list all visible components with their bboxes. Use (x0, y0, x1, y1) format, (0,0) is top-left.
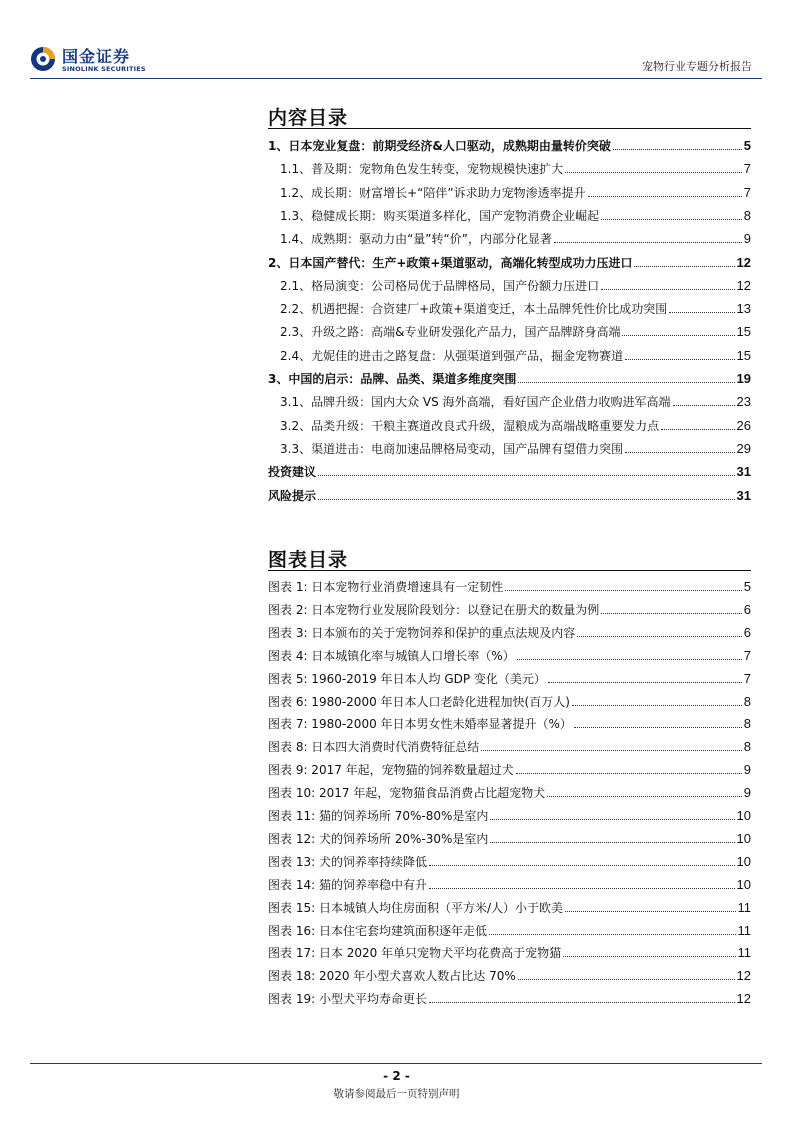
figure-entry[interactable] (268, 644, 751, 664)
dot-leader (622, 335, 734, 336)
figure-entry-title: 图表 10: 2017 年起，宠物猫食品消费占比超宠物犬 (268, 786, 546, 801)
figure-entry-title: 图表 1: 日本宠物行业消费增速具有一定韧性 (268, 580, 504, 594)
logo-chinese-name: 国金证券 (62, 47, 131, 66)
dot-leader (669, 312, 734, 313)
figure-entry[interactable] (268, 941, 751, 961)
toc-entry[interactable] (268, 484, 751, 504)
toc-entry-title: 1、日本宠业复盘：前期受经济&人口驱动，成熟期由量转价突破 (268, 139, 611, 153)
figure-entry-title: 图表 9: 2017 年起，宠物猫的饲养数量超过犬 (268, 763, 514, 778)
dot-leader (518, 979, 735, 980)
toc-entry-title: 1.2、成长期：财富增长+“陪伴”诉求助力宠物渗透率提升 (280, 185, 586, 200)
toc-entry-title: 2.3、升级之路：高端&专业研发强化产品力，国产品牌跻身高端 (280, 325, 621, 340)
dot-leader (577, 636, 741, 637)
dot-leader (429, 1002, 735, 1003)
toc-entry-title: 2、日本国产替代：生产+政策+渠道驱动，高端化转型成功力压进口 (268, 255, 633, 270)
toc-entry-title: 投资建议 (268, 465, 317, 480)
figure-entry-title: 图表 13: 犬的饲养率持续降低 (268, 854, 427, 869)
figure-entry[interactable] (268, 781, 751, 801)
footer-divider (30, 1063, 762, 1064)
toc-entry[interactable] (268, 367, 751, 387)
toc-entry[interactable] (280, 320, 751, 340)
figure-entry-page: 11 (737, 945, 751, 961)
page-header (0, 0, 793, 80)
toc-entry-title: 3、中国的启示：品牌、品类、渠道多维度突围 (268, 372, 517, 386)
toc-entry[interactable] (280, 414, 751, 434)
dot-leader (634, 266, 734, 267)
dot-leader (490, 819, 734, 820)
dot-leader (613, 149, 742, 150)
logo-english-name: SINOLINK SECURITIES (62, 65, 146, 73)
figure-entry-title: 图表 17: 日本 2020 年单只宠物犬平均花费高于宠物猫 (268, 946, 562, 961)
figure-entry[interactable] (268, 919, 751, 939)
toc-entry-page: 31 (736, 487, 751, 503)
figure-entry-page: 7 (743, 670, 751, 686)
figure-entry-page: 6 (743, 601, 751, 617)
toc-entry-page: 7 (743, 161, 751, 177)
toc-entry[interactable] (268, 251, 751, 271)
figure-entry-page: 8 (743, 739, 751, 755)
figure-entry[interactable] (268, 827, 751, 847)
figure-entry-page: 8 (743, 716, 751, 732)
page-number: - 2 - (383, 1069, 410, 1083)
toc-entry[interactable] (268, 134, 751, 154)
toc-entry-page: 7 (743, 184, 751, 200)
figure-entry[interactable] (268, 712, 751, 732)
figure-entry-title: 图表 18: 2020 年小型犬喜欢人数占比达 70% (268, 969, 516, 984)
dot-leader (565, 911, 736, 912)
toc-entry[interactable] (268, 460, 751, 480)
toc-entry[interactable] (280, 297, 751, 317)
figure-entry-page: 10 (736, 808, 751, 823)
figure-entry[interactable] (268, 621, 751, 641)
dot-leader (548, 682, 742, 683)
figure-entry[interactable] (268, 873, 751, 893)
figure-entry-page: 7 (743, 647, 751, 663)
figure-entry-page: 10 (736, 853, 751, 869)
figure-entry-title: 图表 14: 猫的饲养率稳中有升 (268, 877, 427, 892)
header-divider (30, 78, 762, 79)
dot-leader (673, 405, 735, 406)
figure-entry-page: 8 (743, 693, 751, 709)
figure-entry-page: 11 (737, 899, 751, 915)
report-title: 宠物行业专题分析报告 (642, 60, 752, 73)
figure-entry[interactable] (268, 896, 751, 916)
figures-title-rule (268, 570, 751, 571)
figure-entry[interactable] (268, 598, 751, 618)
figure-entry[interactable] (268, 735, 751, 755)
toc-entry-page: 31 (736, 464, 751, 480)
dot-leader (516, 773, 742, 774)
contents-title-rule (268, 128, 751, 129)
figure-entry-page: 10 (736, 876, 751, 892)
figure-entry-title: 图表 15: 日本城镇人均住房面积（平方米/人）小于欧美 (268, 900, 563, 915)
sinolink-logo (30, 44, 150, 74)
figure-entry-page: 6 (743, 624, 751, 640)
figure-entry-title: 图表 2: 日本宠物行业发展阶段划分：以登记在册犬的数量为例 (268, 602, 600, 617)
toc-entry[interactable] (280, 390, 751, 410)
dot-leader (625, 359, 734, 360)
figure-entry-title: 图表 19: 小型犬平均寿命更长 (268, 992, 427, 1007)
figures-title: 图表目录 (268, 549, 349, 571)
figure-entry[interactable] (268, 690, 751, 710)
toc-entry[interactable] (280, 227, 751, 247)
toc-entry-title: 风险提示 (268, 488, 317, 503)
dot-leader (318, 475, 735, 476)
toc-entry-page: 29 (736, 440, 751, 456)
figure-entry[interactable] (268, 850, 751, 870)
figure-entry[interactable] (268, 964, 751, 984)
toc-entry-page: 15 (736, 347, 751, 363)
sinolink-logo-icon (30, 46, 56, 72)
dot-leader (661, 429, 734, 430)
toc-entry-title: 1.3、稳健成长期：购买渠道多样化，国产宠物消费企业崛起 (280, 208, 600, 223)
dot-leader (554, 242, 742, 243)
toc-entry[interactable] (280, 344, 751, 364)
figure-entry[interactable] (268, 667, 751, 687)
dot-leader (490, 842, 734, 843)
figure-entry-page: 11 (737, 922, 751, 938)
figure-entry-title: 图表 12: 犬的饲养场所 20%-30%是室内 (268, 831, 489, 846)
toc-entry[interactable] (280, 437, 751, 457)
toc-entry-page: 23 (736, 394, 751, 410)
dot-leader (601, 219, 742, 220)
dot-leader (574, 727, 742, 728)
dot-leader (481, 750, 741, 751)
figure-entry-page: 5 (743, 579, 751, 594)
figure-entry-title: 图表 16: 日本住宅套均建筑面积逐年走低 (268, 923, 487, 938)
figure-entry-title: 图表 5: 1960-2019 年日本人均 GDP 变化（美元） (268, 671, 546, 686)
figure-entry[interactable] (268, 758, 751, 778)
dot-leader (601, 289, 734, 290)
toc-entry-title: 3.3、渠道进击：电商加速品牌格局变动，国产品牌有望借力突围 (280, 441, 624, 456)
contents-title: 内容目录 (268, 107, 349, 129)
dot-leader (489, 934, 736, 935)
toc-entry[interactable] (280, 157, 751, 177)
figure-entry[interactable] (268, 804, 751, 824)
toc-entry-page: 15 (736, 324, 751, 340)
toc-entry-page: 19 (736, 371, 751, 386)
dot-leader (601, 613, 741, 614)
toc-entry-page: 13 (736, 301, 751, 317)
figure-entry-page: 9 (743, 762, 751, 778)
toc-entry-page: 9 (743, 231, 751, 247)
figure-entry-page: 12 (736, 968, 751, 984)
toc-entry-page: 5 (743, 138, 751, 153)
toc-entry[interactable] (280, 181, 751, 201)
toc-entry-page: 8 (743, 207, 751, 223)
toc-entry[interactable] (280, 274, 751, 294)
toc-entry-title: 2.4、尤妮佳的进击之路复盘：从强渠道到强产品，掘金宠物赛道 (280, 348, 624, 363)
dot-leader (517, 659, 742, 660)
dot-leader (565, 172, 742, 173)
figure-entry-page: 10 (736, 830, 751, 846)
toc-entry-title: 3.2、品类升级：干粮主赛道改良式升级，湿粮成为高端战略重要发力点 (280, 418, 660, 433)
toc-entry-title: 3.1、品牌升级：国内大众 VS 海外高端，看好国产企业借力收购进军高端 (280, 395, 671, 410)
toc-entry-page: 12 (736, 277, 751, 293)
figure-entry-title: 图表 7: 1980-2000 年日本男女性未婚率显著提升（%） (268, 717, 572, 732)
dot-leader (547, 796, 741, 797)
figure-entry-title: 图表 8: 日本四大消费时代消费特征总结 (268, 740, 480, 755)
footer-disclaimer: 敬请参阅最后一页特别声明 (333, 1088, 460, 1100)
toc-entry-title: 2.2、机遇把握：合资建厂+政策+渠道变迁，本土品牌凭性价比成功突围 (280, 302, 668, 317)
figure-entry-page: 12 (736, 991, 751, 1007)
toc-entry[interactable] (280, 204, 751, 224)
figure-entry-title: 图表 11: 猫的饲养场所 70%-80%是室内 (268, 809, 489, 823)
dot-leader (572, 705, 742, 706)
dot-leader (318, 499, 735, 500)
dot-leader (588, 196, 742, 197)
figure-entry[interactable] (268, 575, 751, 595)
dot-leader (563, 956, 735, 957)
dot-leader (429, 865, 735, 866)
figure-entry-title: 图表 4: 日本城镇化率与城镇人口增长率（%） (268, 648, 515, 663)
dot-leader (505, 590, 741, 591)
figure-entry-page: 9 (743, 785, 751, 801)
figure-entry-title: 图表 6: 1980-2000 年日本人口老龄化进程加快(百万人) (268, 694, 570, 709)
figure-entry[interactable] (268, 987, 751, 1007)
toc-entry-page: 26 (736, 417, 751, 433)
dot-leader (625, 452, 734, 453)
figure-entry-title: 图表 3: 日本颁布的关于宠物饲养和保护的重点法规及内容 (268, 625, 576, 640)
toc-entry-page: 12 (736, 254, 751, 270)
dot-leader (518, 382, 734, 383)
toc-entry-title: 1.4、成熟期：驱动力由“量”转“价”，内部分化显著 (280, 232, 552, 247)
toc-entry-title: 2.1、格局演变：公司格局优于品牌格局，国产份额力压进口 (280, 278, 600, 293)
dot-leader (429, 888, 735, 889)
toc-entry-title: 1.1、普及期：宠物角色发生转变，宠物规模快速扩大 (280, 162, 564, 177)
